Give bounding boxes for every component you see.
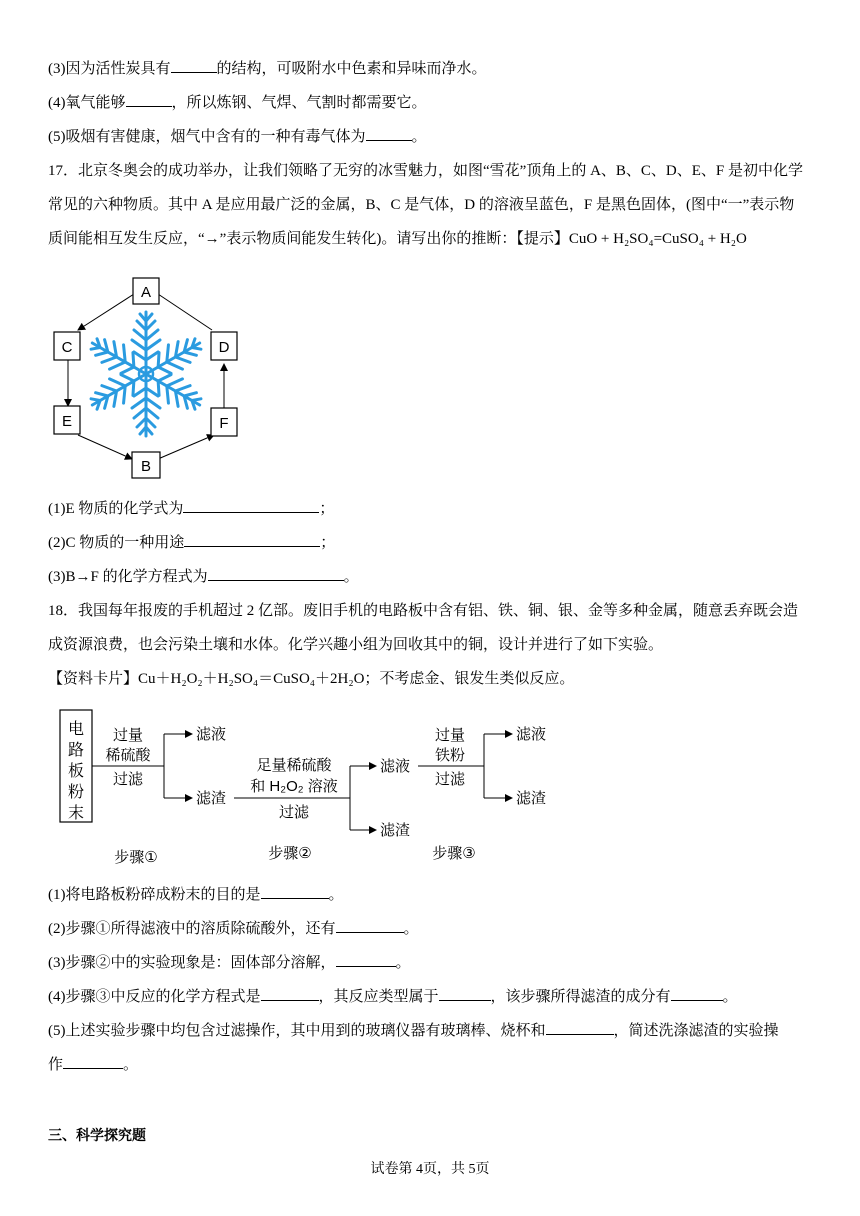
q17-stem-line3: 质间能相互发生反应，“→”表示物质间能发生转化)。请写出你的推断：【提示】CuO + H₂SO₄=CuSO₄ + H₂O [48, 231, 747, 247]
q17-sub1: (1)E 物质的化学式为 ； [48, 498, 334, 520]
q17-sub2: (2)C 物质的一种用途 ； [48, 532, 335, 554]
q18-sub5-cont: 作 。 [48, 1054, 138, 1076]
q18-sub3: (3)步骤②中的实验现象是：固体部分溶解， 。 [48, 952, 411, 974]
q16-sub3: (3)因为活性炭具有 的结构，可吸附水中色素和异味而净水。 [48, 58, 487, 80]
answer-blank[interactable] [671, 986, 723, 1001]
step-label-3: 步骤③ [432, 845, 476, 862]
q18-sub2: (2)步骤①所得滤液中的溶质除硫酸外，还有 。 [48, 918, 419, 940]
step3-bot: 过滤 [434, 771, 466, 788]
step2-top: 足量稀硫酸 [256, 757, 332, 774]
node-a: A [140, 284, 152, 301]
step1-bot: 过滤 [112, 771, 144, 788]
answer-blank[interactable] [336, 952, 396, 967]
answer-blank[interactable] [261, 884, 329, 899]
step-label-2: 步骤② [268, 845, 312, 862]
answer-blank[interactable] [439, 986, 491, 1001]
start-char: 板 [67, 763, 85, 780]
filtrate-3: 滤液 [516, 726, 547, 743]
q18-sub1: (1)将电路板粉碎成粉末的目的是 。 [48, 884, 344, 906]
page-footer: 试卷第 4页，共 5页 [370, 1162, 490, 1177]
answer-blank[interactable] [171, 58, 217, 73]
flow-diagram [58, 706, 578, 872]
q16-sub4: (4)氧气能够 ，所以炼钢、气焊、气割时都需要它。 [48, 92, 427, 114]
node-c: C [61, 339, 73, 356]
q18-sub5: (5)上述实验步骤中均包含过滤操作，其中用到的玻璃仪器有玻璃棒、烧杯和 ，简述洗涤滤渣的实验操 [48, 1020, 779, 1042]
q18-stem-line1: 18．我国每年报废的手机超过 2 亿部。废旧手机的电路板中含有铝、铁、铜、银、金等多种金属，随意丢弃既会造 [48, 603, 799, 619]
answer-blank[interactable] [546, 1020, 614, 1035]
step1-top: 过量 [112, 727, 144, 744]
node-d: D [218, 339, 230, 356]
q18-sub4: (4)步骤③中反应的化学方程式是 ，其反应类型属于 ，该步骤所得滤渣的成分有 。 [48, 986, 738, 1008]
q18-stem-line2: 成资源浪费，也会污染土壤和水体。化学兴趣小组为回收其中的铜，设计并进行了如下实验。 [48, 637, 664, 653]
q17-stem-line2: 常见的六种物质。其中 A 是应用最广泛的金属，B、C 是气体，D 的溶液呈蓝色，F 是黑色固体，(图中“一”表示物 [48, 197, 795, 213]
q18-data-card: 【资料卡片】Cu＋H₂O₂＋H₂SO₄＝CuSO₄＋2H₂O；不考虑金、银发生类似反应。 [48, 671, 575, 687]
node-e: E [61, 413, 73, 430]
answer-blank[interactable] [184, 532, 320, 547]
answer-blank[interactable] [261, 986, 319, 1001]
answer-blank[interactable] [208, 566, 344, 581]
residue-2: 滤渣 [380, 822, 411, 839]
start-char: 路 [67, 742, 85, 759]
answer-blank[interactable] [126, 92, 172, 107]
filtrate-1: 滤液 [196, 726, 227, 743]
step1-mid: 稀硫酸 [105, 747, 151, 764]
step3-top: 过量 [434, 727, 466, 744]
step3-mid: 铁粉 [434, 747, 466, 764]
residue-3: 滤渣 [516, 790, 547, 807]
snowflake-icon [85, 312, 206, 436]
snowflake-diagram [48, 272, 248, 482]
start-box-label [68, 720, 84, 822]
answer-blank[interactable] [366, 126, 412, 141]
step2-mid: 和 H₂O₂ 溶液 [250, 778, 338, 795]
answer-blank[interactable] [336, 918, 404, 933]
start-char: 粉 [67, 784, 85, 801]
step2-bot: 过滤 [278, 804, 310, 821]
start-char: 末 [67, 805, 85, 822]
card-equation: Cu＋H₂O₂＋H₂SO₄＝CuSO₄＋2H₂O [138, 671, 365, 687]
node-b: B [140, 458, 152, 475]
answer-blank[interactable] [63, 1054, 123, 1069]
start-char: 电 [67, 721, 85, 738]
answer-blank[interactable] [183, 498, 319, 513]
filtrate-2: 滤液 [380, 758, 411, 775]
step-label-1: 步骤① [114, 849, 158, 866]
q16-sub5: (5)吸烟有害健康，烟气中含有的一种有毒气体为 。 [48, 126, 427, 148]
residue-1: 滤渣 [196, 790, 227, 807]
hint-equation: CuO + H₂SO₄=CuSO₄ + H₂O [568, 231, 747, 247]
q17-stem-line1: 17．北京冬奥会的成功举办，让我们领略了无穷的冰雪魅力，如图“雪花”顶角上的 A、B、C、D、E、F 是初中化学 [48, 163, 803, 179]
q17-sub3: (3)B→F 的化学方程式为 。 [48, 566, 359, 588]
section-heading: 三、科学探究题 [48, 1127, 146, 1143]
node-f: F [219, 415, 229, 432]
